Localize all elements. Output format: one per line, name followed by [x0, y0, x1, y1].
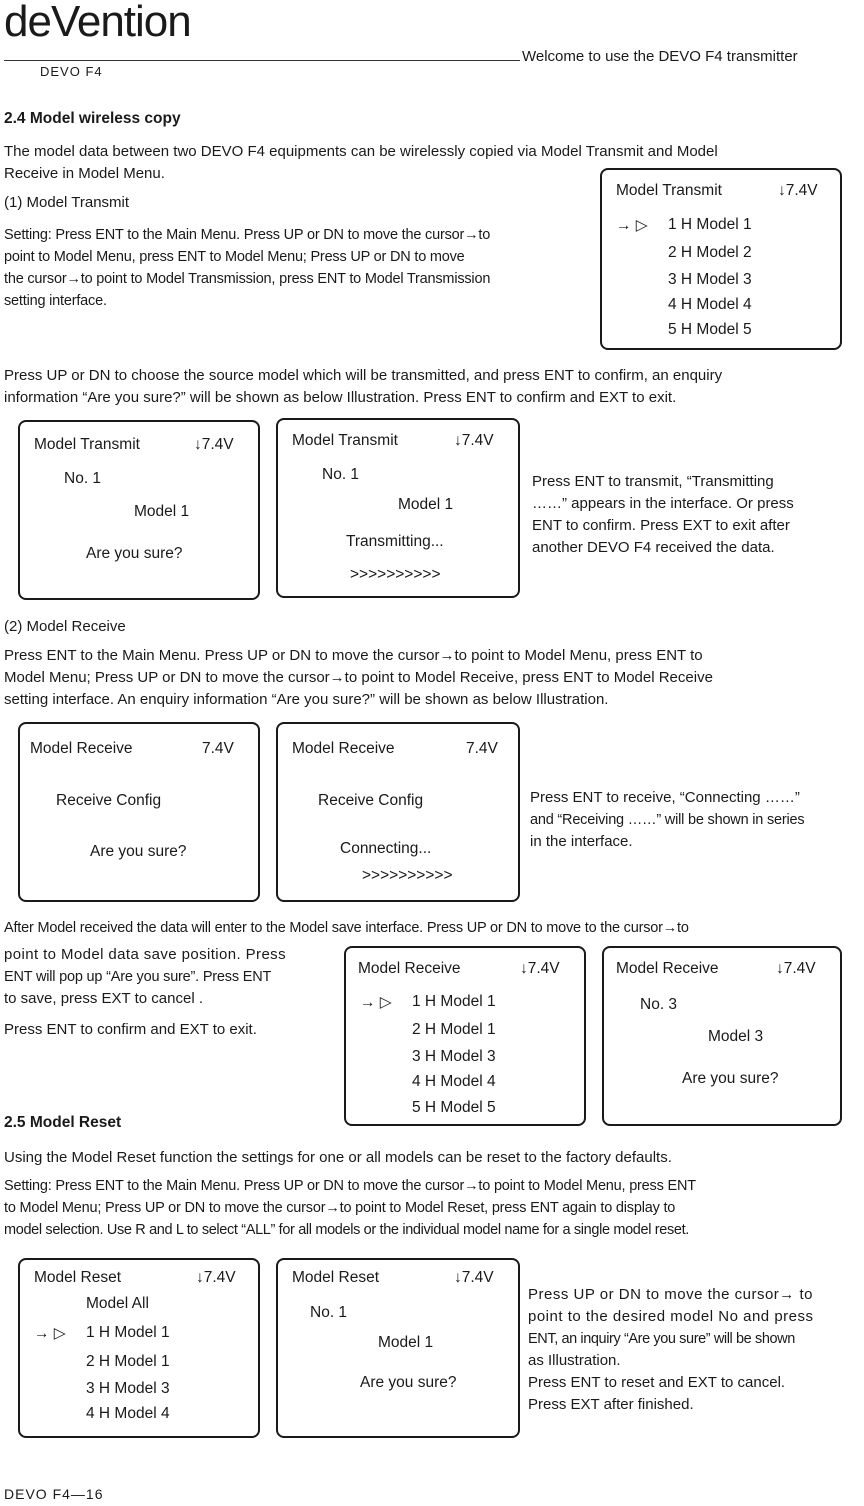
- after-line-5: Press ENT to confirm and EXT to exit.: [4, 1021, 257, 1038]
- model-row: 5 H Model 5: [412, 1099, 496, 1116]
- choose-line-2: information “Are you sure?” will be shown as below Illustration. Press ENT to confirm and EXT to exit.: [4, 389, 677, 406]
- screen-connecting: [276, 722, 520, 902]
- battery-indicator: ↓7.4V: [520, 960, 560, 977]
- battery-indicator: ↓7.4V: [196, 1269, 236, 1286]
- battery-indicator: 7.4V: [202, 740, 234, 757]
- screen-receive-confirm: [18, 722, 260, 902]
- screen-title: Model Reset: [34, 1269, 122, 1286]
- cursor-arrow-icon: → ▷: [616, 217, 648, 234]
- transmit-caption-1: Press ENT to transmit, “Transmitting: [532, 473, 774, 490]
- model-number: No. 1: [64, 470, 102, 487]
- setting-line-3: the cursor→to point to Model Transmission, press ENT to Model Transmission: [4, 271, 491, 287]
- confirm-question: Are you sure?: [86, 545, 183, 562]
- intro-line-2: Receive in Model Menu.: [4, 165, 165, 182]
- after-line-1: After Model received the data will enter to the Model save interface. Press UP or DN to move to the cursor→to: [4, 920, 689, 936]
- battery-indicator: ↓7.4V: [778, 182, 818, 199]
- confirm-question: Are you sure?: [90, 843, 187, 860]
- setting-line-2: point to Model Menu, press ENT to Model Menu; Press UP or DN to move: [4, 249, 465, 265]
- reset-line-3: to Model Menu; Press UP or DN to move the cursor→to point to Model Reset, press ENT again to display to: [4, 1200, 676, 1216]
- setting-line-4: setting interface.: [4, 293, 107, 309]
- model-name: Model 1: [134, 503, 190, 520]
- cursor-arrow-icon: → ▷: [360, 994, 392, 1011]
- transmit-caption-3: ENT to confirm. Press EXT to exit after: [532, 517, 790, 534]
- model-row: 3 H Model 3: [412, 1048, 496, 1065]
- model-row: 5 H Model 5: [668, 321, 752, 338]
- subheading-model-transmit: (1) Model Transmit: [4, 194, 130, 211]
- transmit-caption-2: ……” appears in the interface. Or press: [532, 495, 794, 512]
- receive-config: Receive Config: [56, 792, 162, 809]
- reset-line-2: Setting: Press ENT to the Main Menu. Press UP or DN to move the cursor→to point to Model Menu, press ENT: [4, 1178, 696, 1194]
- transmit-caption-4: another DEVO F4 received the data.: [532, 539, 775, 556]
- battery-indicator: ↓7.4V: [454, 432, 494, 449]
- subheading-model-receive: (2) Model Receive: [4, 618, 126, 635]
- model-row: 4 H Model 4: [86, 1405, 170, 1422]
- screen-transmit-confirm: [18, 420, 260, 600]
- model-number: No. 1: [322, 466, 360, 483]
- confirm-question: Are you sure?: [360, 1374, 457, 1391]
- screen-title: Model Transmit: [292, 432, 398, 449]
- confirm-question: Are you sure?: [682, 1070, 779, 1087]
- model-row: 2 H Model 1: [412, 1021, 496, 1038]
- reset-line-1: Using the Model Reset function the settings for one or all models can be reset to the factory defaults.: [4, 1149, 672, 1166]
- screen-receive-save: [602, 946, 842, 1126]
- reset-line-4: model selection. Use R and L to select “ALL” for all models or the individual model name for a single model reset.: [4, 1222, 689, 1238]
- screen-title: Model Receive: [292, 740, 395, 757]
- reset-caption-6: Press EXT after finished.: [528, 1396, 694, 1413]
- model-row: 2 H Model 1: [86, 1353, 170, 1370]
- model-all-option: Model All: [86, 1295, 149, 1312]
- page-footer: DEVO F4—16: [4, 1486, 104, 1502]
- model-row: 1 H Model 1: [86, 1324, 170, 1341]
- model-name: Model 3: [708, 1028, 764, 1045]
- screen-title: Model Receive: [30, 740, 133, 757]
- receive-config: Receive Config: [318, 792, 424, 809]
- receive-caption-2: and “Receiving ……” will be shown in series: [530, 812, 805, 828]
- screen-reset-list: [18, 1258, 260, 1438]
- receive-caption-1: Press ENT to receive, “Connecting ……”: [530, 789, 800, 806]
- status-text: Transmitting...: [346, 533, 444, 550]
- model-number: No. 1: [310, 1304, 348, 1321]
- reset-caption-4: as Illustration.: [528, 1352, 621, 1369]
- screen-transmitting: [276, 418, 520, 598]
- screen-title: Model Receive: [616, 960, 719, 977]
- receive-line-3: setting interface. An enquiry information “Are you sure?” will be shown as below Illustration.: [4, 691, 609, 708]
- battery-indicator: ↓7.4V: [194, 436, 234, 453]
- status-text: Connecting...: [340, 840, 432, 857]
- choose-line-1: Press UP or DN to choose the source model which will be transmitted, and press ENT to confirm, an enquiry: [4, 367, 723, 384]
- cursor-arrow-icon: → ▷: [34, 1325, 66, 1342]
- model-row: 3 H Model 3: [668, 271, 752, 288]
- receive-line-1: Press ENT to the Main Menu. Press UP or DN to move the cursor→to point to Model Menu, press ENT to: [4, 647, 703, 664]
- reset-caption-3: ENT, an inquiry “Are you sure” will be shown: [528, 1331, 795, 1347]
- setting-line-1: Setting: Press ENT to the Main Menu. Press UP or DN to move the cursor→to: [4, 227, 491, 243]
- model-row: 1 H Model 1: [668, 216, 752, 233]
- battery-indicator: ↓7.4V: [454, 1269, 494, 1286]
- screen-title: Model Reset: [292, 1269, 380, 1286]
- screen-receive-list: [344, 946, 586, 1126]
- brand-model: DEVO F4: [40, 64, 103, 79]
- after-line-4: to save, press EXT to cancel .: [4, 990, 203, 1007]
- model-row: 3 H Model 3: [86, 1380, 170, 1397]
- receive-caption-3: in the interface.: [530, 833, 633, 850]
- screen-reset-confirm: [276, 1258, 520, 1438]
- progress-bar: >>>>>>>>>>: [362, 867, 453, 884]
- model-row: 2 H Model 2: [668, 244, 752, 261]
- battery-indicator: 7.4V: [466, 740, 498, 757]
- header-rule: [4, 60, 520, 61]
- reset-caption-1: Press UP or DN to move the cursor→ to: [528, 1286, 813, 1303]
- reset-caption-2: point to the desired model No and press: [528, 1308, 814, 1325]
- model-name: Model 1: [378, 1334, 434, 1351]
- screen-transmit-list: [600, 168, 842, 350]
- after-line-2: point to Model data save position. Press: [4, 946, 286, 963]
- after-line-3: ENT will pop up “Are you sure”. Press ENT: [4, 969, 272, 985]
- model-row: 4 H Model 4: [668, 296, 752, 313]
- battery-indicator: ↓7.4V: [776, 960, 816, 977]
- model-row: 4 H Model 4: [412, 1073, 496, 1090]
- brand-logo: deVention: [4, 0, 191, 46]
- progress-bar: >>>>>>>>>>: [350, 566, 441, 583]
- section-title-2-5: 2.5 Model Reset: [4, 1114, 122, 1131]
- screen-title: Model Transmit: [34, 436, 140, 453]
- reset-caption-5: Press ENT to reset and EXT to cancel.: [528, 1374, 786, 1391]
- header-tagline: Welcome to use the DEVO F4 transmitter: [522, 48, 798, 65]
- section-title-2-4: 2.4 Model wireless copy: [4, 110, 181, 127]
- model-row: 1 H Model 1: [412, 993, 496, 1010]
- screen-title: Model Transmit: [616, 182, 722, 199]
- intro-line-1: The model data between two DEVO F4 equipments can be wirelessly copied via Model Transmit and Model: [4, 143, 718, 160]
- receive-line-2: Model Menu; Press UP or DN to move the cursor→to point to Model Receive, press ENT to Model Receive: [4, 669, 713, 686]
- model-number: No. 3: [640, 996, 678, 1013]
- model-name: Model 1: [398, 496, 454, 513]
- screen-title: Model Receive: [358, 960, 461, 977]
